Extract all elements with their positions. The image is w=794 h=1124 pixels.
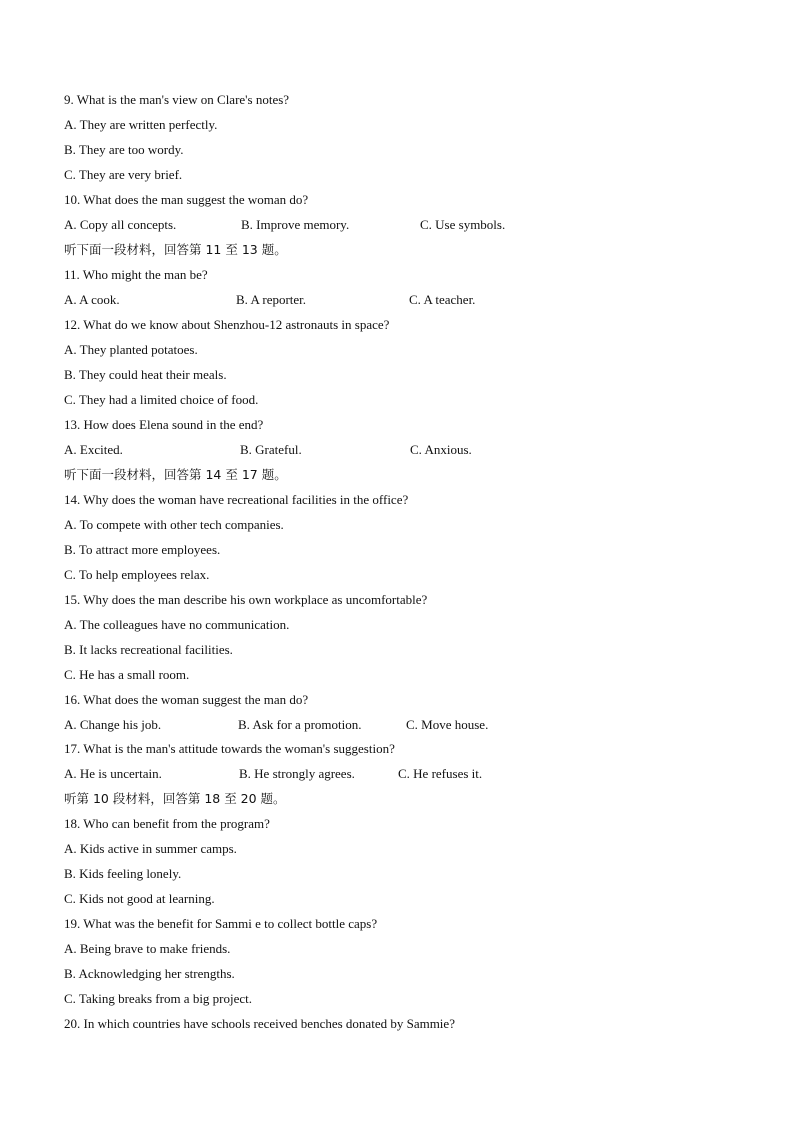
question-11-option-c: C. A teacher. [409, 292, 476, 307]
question-13-option-c: C. Anxious. [410, 442, 472, 457]
question-18-option-a: A. Kids active in summer camps. [64, 841, 237, 856]
question-11-stem: 11. Who might the man be? [64, 267, 208, 282]
question-10-option-c: C. Use symbols. [420, 217, 506, 232]
question-16-option-c: C. Move house. [406, 717, 489, 732]
question-9-option-b: B. They are too wordy. [64, 142, 184, 157]
question-12-option-b: B. They could heat their meals. [64, 367, 227, 382]
question-12-option-c: C. They had a limited choice of food. [64, 392, 259, 407]
question-12-stem: 12. What do we know about Shenzhou-12 astronauts in space? [64, 317, 390, 332]
question-17-stem: 17. What is the man's attitude towards the woman's suggestion? [64, 741, 395, 756]
question-18-stem: 18. Who can benefit from the program? [64, 816, 270, 831]
question-10-option-b: B. Improve memory. [241, 217, 350, 232]
question-14-option-a: A. To compete with other tech companies. [64, 517, 284, 532]
question-13-option-a: A. Excited. [64, 442, 123, 457]
question-18-option-c: C. Kids not good at learning. [64, 891, 215, 906]
question-19-stem: 19. What was the benefit for Sammi e to collect bottle caps? [64, 916, 378, 931]
question-17-option-a: A. He is uncertain. [64, 766, 162, 781]
question-15-stem: 15. Why does the man describe his own workplace as uncomfortable? [64, 592, 428, 607]
question-12-option-a: A. They planted potatoes. [64, 342, 198, 357]
question-10-option-a: A. Copy all concepts. [64, 217, 177, 232]
question-9-option-c: C. They are very brief. [64, 167, 183, 182]
question-14-stem: 14. Why does the woman have recreational facilities in the office? [64, 492, 409, 507]
question-19-option-b: B. Acknowledging her strengths. [64, 966, 235, 981]
question-20-stem: 20. In which countries have schools received benches donated by Sammie? [64, 1016, 455, 1031]
question-19-option-a: A. Being brave to make friends. [64, 941, 231, 956]
question-16-option-a: A. Change his job. [64, 717, 162, 732]
question-13-option-b: B. Grateful. [240, 442, 302, 457]
question-19-option-c: C. Taking breaks from a big project. [64, 991, 253, 1006]
question-15-option-b: B. It lacks recreational facilities. [64, 642, 233, 657]
instruction-14-17: 听下面一段材料，回答第 14 至 17 题。 [64, 467, 287, 482]
question-17-option-c: C. He refuses it. [398, 766, 483, 781]
question-10-stem: 10. What does the man suggest the woman do? [64, 192, 309, 207]
question-14-option-c: C. To help employees relax. [64, 567, 210, 582]
question-13-stem: 13. How does Elena sound in the end? [64, 417, 264, 432]
question-11-option-a: A. A cook. [64, 292, 120, 307]
question-17-option-b: B. He strongly agrees. [239, 766, 355, 781]
instruction-18-20: 听第 10 段材料，回答第 18 至 20 题。 [64, 791, 286, 806]
question-9-option-a: A. They are written perfectly. [64, 117, 218, 132]
question-16-stem: 16. What does the woman suggest the man do? [64, 692, 309, 707]
question-15-option-a: A. The colleagues have no communication. [64, 617, 290, 632]
question-14-option-b: B. To attract more employees. [64, 542, 221, 557]
question-9-stem: 9. What is the man's view on Clare's notes? [64, 92, 290, 107]
question-16-option-b: B. Ask for a promotion. [238, 717, 362, 732]
question-11-option-b: B. A reporter. [236, 292, 307, 307]
question-15-option-c: C. He has a small room. [64, 667, 190, 682]
question-18-option-b: B. Kids feeling lonely. [64, 866, 182, 881]
instruction-11-13: 听下面一段材料，回答第 11 至 13 题。 [64, 242, 287, 257]
